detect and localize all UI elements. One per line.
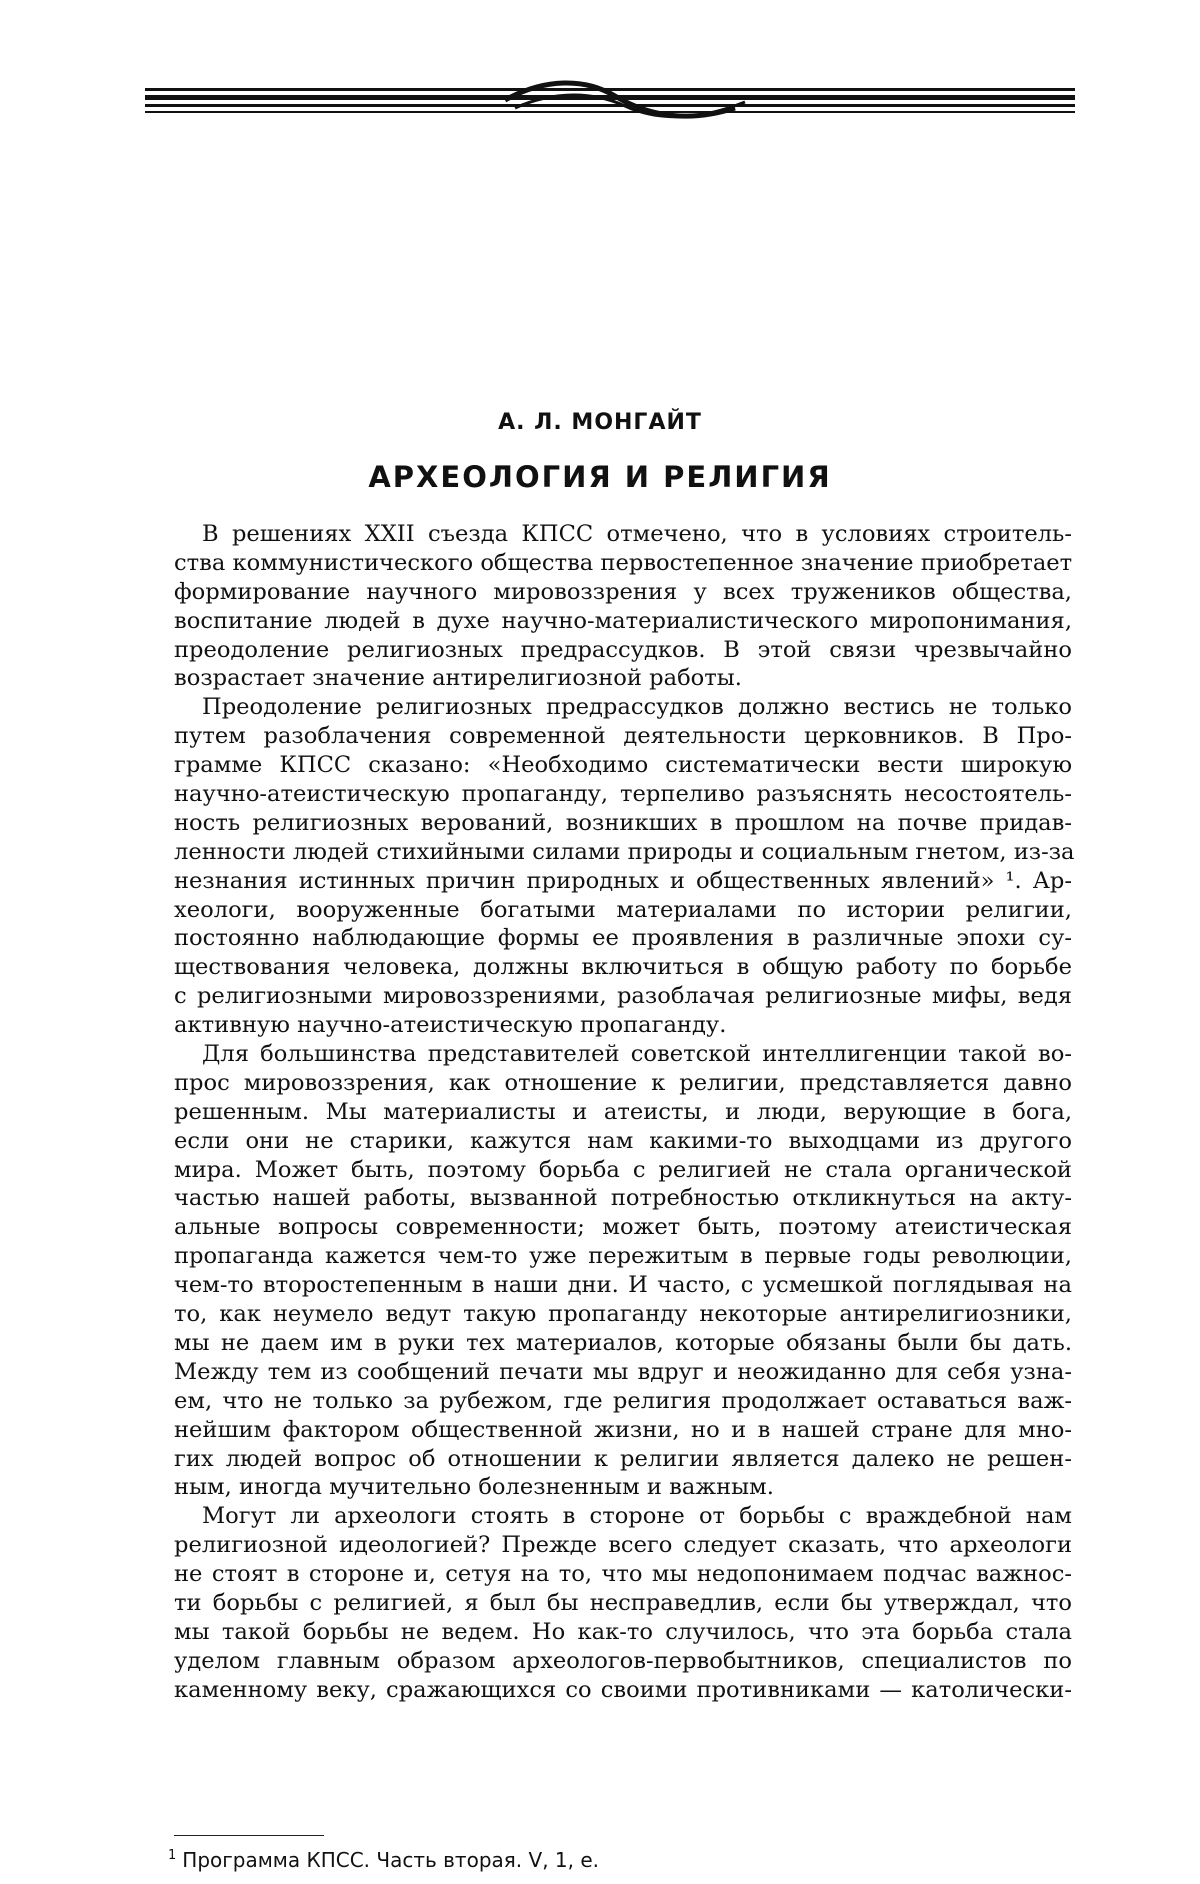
body-line: не стоят в стороне и, сетуя на то, что мы недопонимаем подчас важнос- <box>174 1561 1072 1588</box>
body-line: хеологи, вооруженные богатыми материалами по истории религии, <box>174 896 1072 923</box>
body-line: формирование научного мировоззрения у всех тружеников общества, <box>174 578 1072 605</box>
body-line: научно-атеистическую пропаганду, терпеливо разъяснять несостоятель- <box>174 781 1072 808</box>
author-name: А. Л. МОНГАЙТ <box>498 410 702 435</box>
body-line: ным, иногда мучительно болезненным и важным. <box>174 1474 774 1501</box>
body-line: пропаганда кажется чем-то уже пережитым в первые годы революции, <box>174 1243 1072 1270</box>
body-line: то, как неумело ведут такую пропаганду некоторые антирелигиозники, <box>174 1301 1072 1328</box>
body-line: с религиозными мировоззрениями, разоблачая религиозные мифы, ведя <box>174 983 1072 1010</box>
article-body <box>174 520 1075 1705</box>
body-line: частью нашей работы, вызванной потребностью откликнуться на акту- <box>174 1185 1072 1212</box>
footnote <box>168 1848 599 1872</box>
body-line: прос мировоззрения, как отношение к религии, представляется давно <box>174 1069 1072 1096</box>
body-line: ем, что не только за рубежом, где религия продолжает оставаться важ- <box>174 1387 1072 1414</box>
body-line: ность религиозных верований, возникших в прошлом на почве придав- <box>174 809 1072 836</box>
footnote-divider <box>174 1835 324 1836</box>
body-line: грамме КПСС сказано: «Необходимо систематически вести широкую <box>174 752 1072 779</box>
body-line: мы не даем им в руки тех материалов, которые обязаны были бы дать. <box>174 1329 1072 1356</box>
body-line: постоянно наблюдающие формы ее проявления в различные эпохи су- <box>174 925 1072 952</box>
body-line: Между тем из сообщений печати мы вдруг и неожиданно для себя узна- <box>174 1358 1072 1385</box>
header-ornament <box>145 78 1075 124</box>
body-line: каменному веку, сражающихся со своими противниками — католически- <box>174 1676 1072 1703</box>
body-line: мы такой борьбы не ведем. Но как-то случилось, что эта борьба стала <box>174 1618 1072 1645</box>
body-line: незнания истинных причин природных и общественных явлений» ¹. Ар- <box>174 867 1072 894</box>
body-line: путем разоблачения современной деятельности церковников. В Про- <box>174 723 1072 750</box>
body-line: В решениях XXII съезда КПСС отмечено, что в условиях строитель- <box>202 521 1072 547</box>
body-line: гих людей вопрос об отношении к религии является далеко не решен- <box>174 1445 1072 1472</box>
body-line: воспитание людей в духе научно-материалистического миропонимания, <box>174 607 1072 634</box>
body-line: преодоление религиозных предрассудков. В этой связи чрезвычайно <box>174 636 1072 663</box>
body-line: Преодоление религиозных предрассудков должно вестись не только <box>202 694 1072 721</box>
body-line: альные вопросы современности; может быть, поэтому атеистическая <box>174 1214 1072 1241</box>
body-line: религиозной идеологией? Прежде всего следует сказать, что археологи <box>174 1532 1072 1559</box>
footnote-text: Программа КПСС. Часть вторая. V, 1, е. <box>182 1848 600 1872</box>
body-line: возрастает значение антирелигиозной работы. <box>174 665 742 692</box>
body-line: ства коммунистического общества первостепенное значение приобретает <box>174 549 1073 576</box>
body-line: уделом главным образом археологов-первобытников, специалистов по <box>174 1647 1072 1674</box>
body-line: ленности людей стихийными силами природы и социальным гнетом, из-за <box>174 838 1075 865</box>
body-line: активную научно-атеистическую пропаганду. <box>174 1012 727 1039</box>
body-line: Для большинства представителей советской интеллигенции такой во- <box>202 1041 1072 1068</box>
body-line: нейшим фактором общественной жизни, но и в нашей стране для мно- <box>174 1416 1072 1443</box>
footnote-marker: 1 <box>168 1848 177 1864</box>
body-line: если они не старики, кажутся нам какими-то выходцами из другого <box>174 1127 1072 1154</box>
body-line: Могут ли археологи стоять в стороне от борьбы с враждебной нам <box>202 1503 1072 1530</box>
article-title: АРХЕОЛОГИЯ И РЕЛИГИЯ <box>368 460 832 494</box>
body-line: ществования человека, должны включиться в общую работу по борьбе <box>174 954 1072 981</box>
body-line: решенным. Мы материалисты и атеисты, и люди, верующие в бога, <box>174 1098 1072 1125</box>
body-line: чем-то второстепенным в наши дни. И часто, с усмешкой поглядывая на <box>174 1272 1072 1299</box>
body-line: мира. Может быть, поэтому борьба с религией не стала органической <box>174 1156 1072 1183</box>
body-line: ти борьбы с религией, я был бы несправедлив, если бы утверждал, что <box>174 1589 1072 1616</box>
